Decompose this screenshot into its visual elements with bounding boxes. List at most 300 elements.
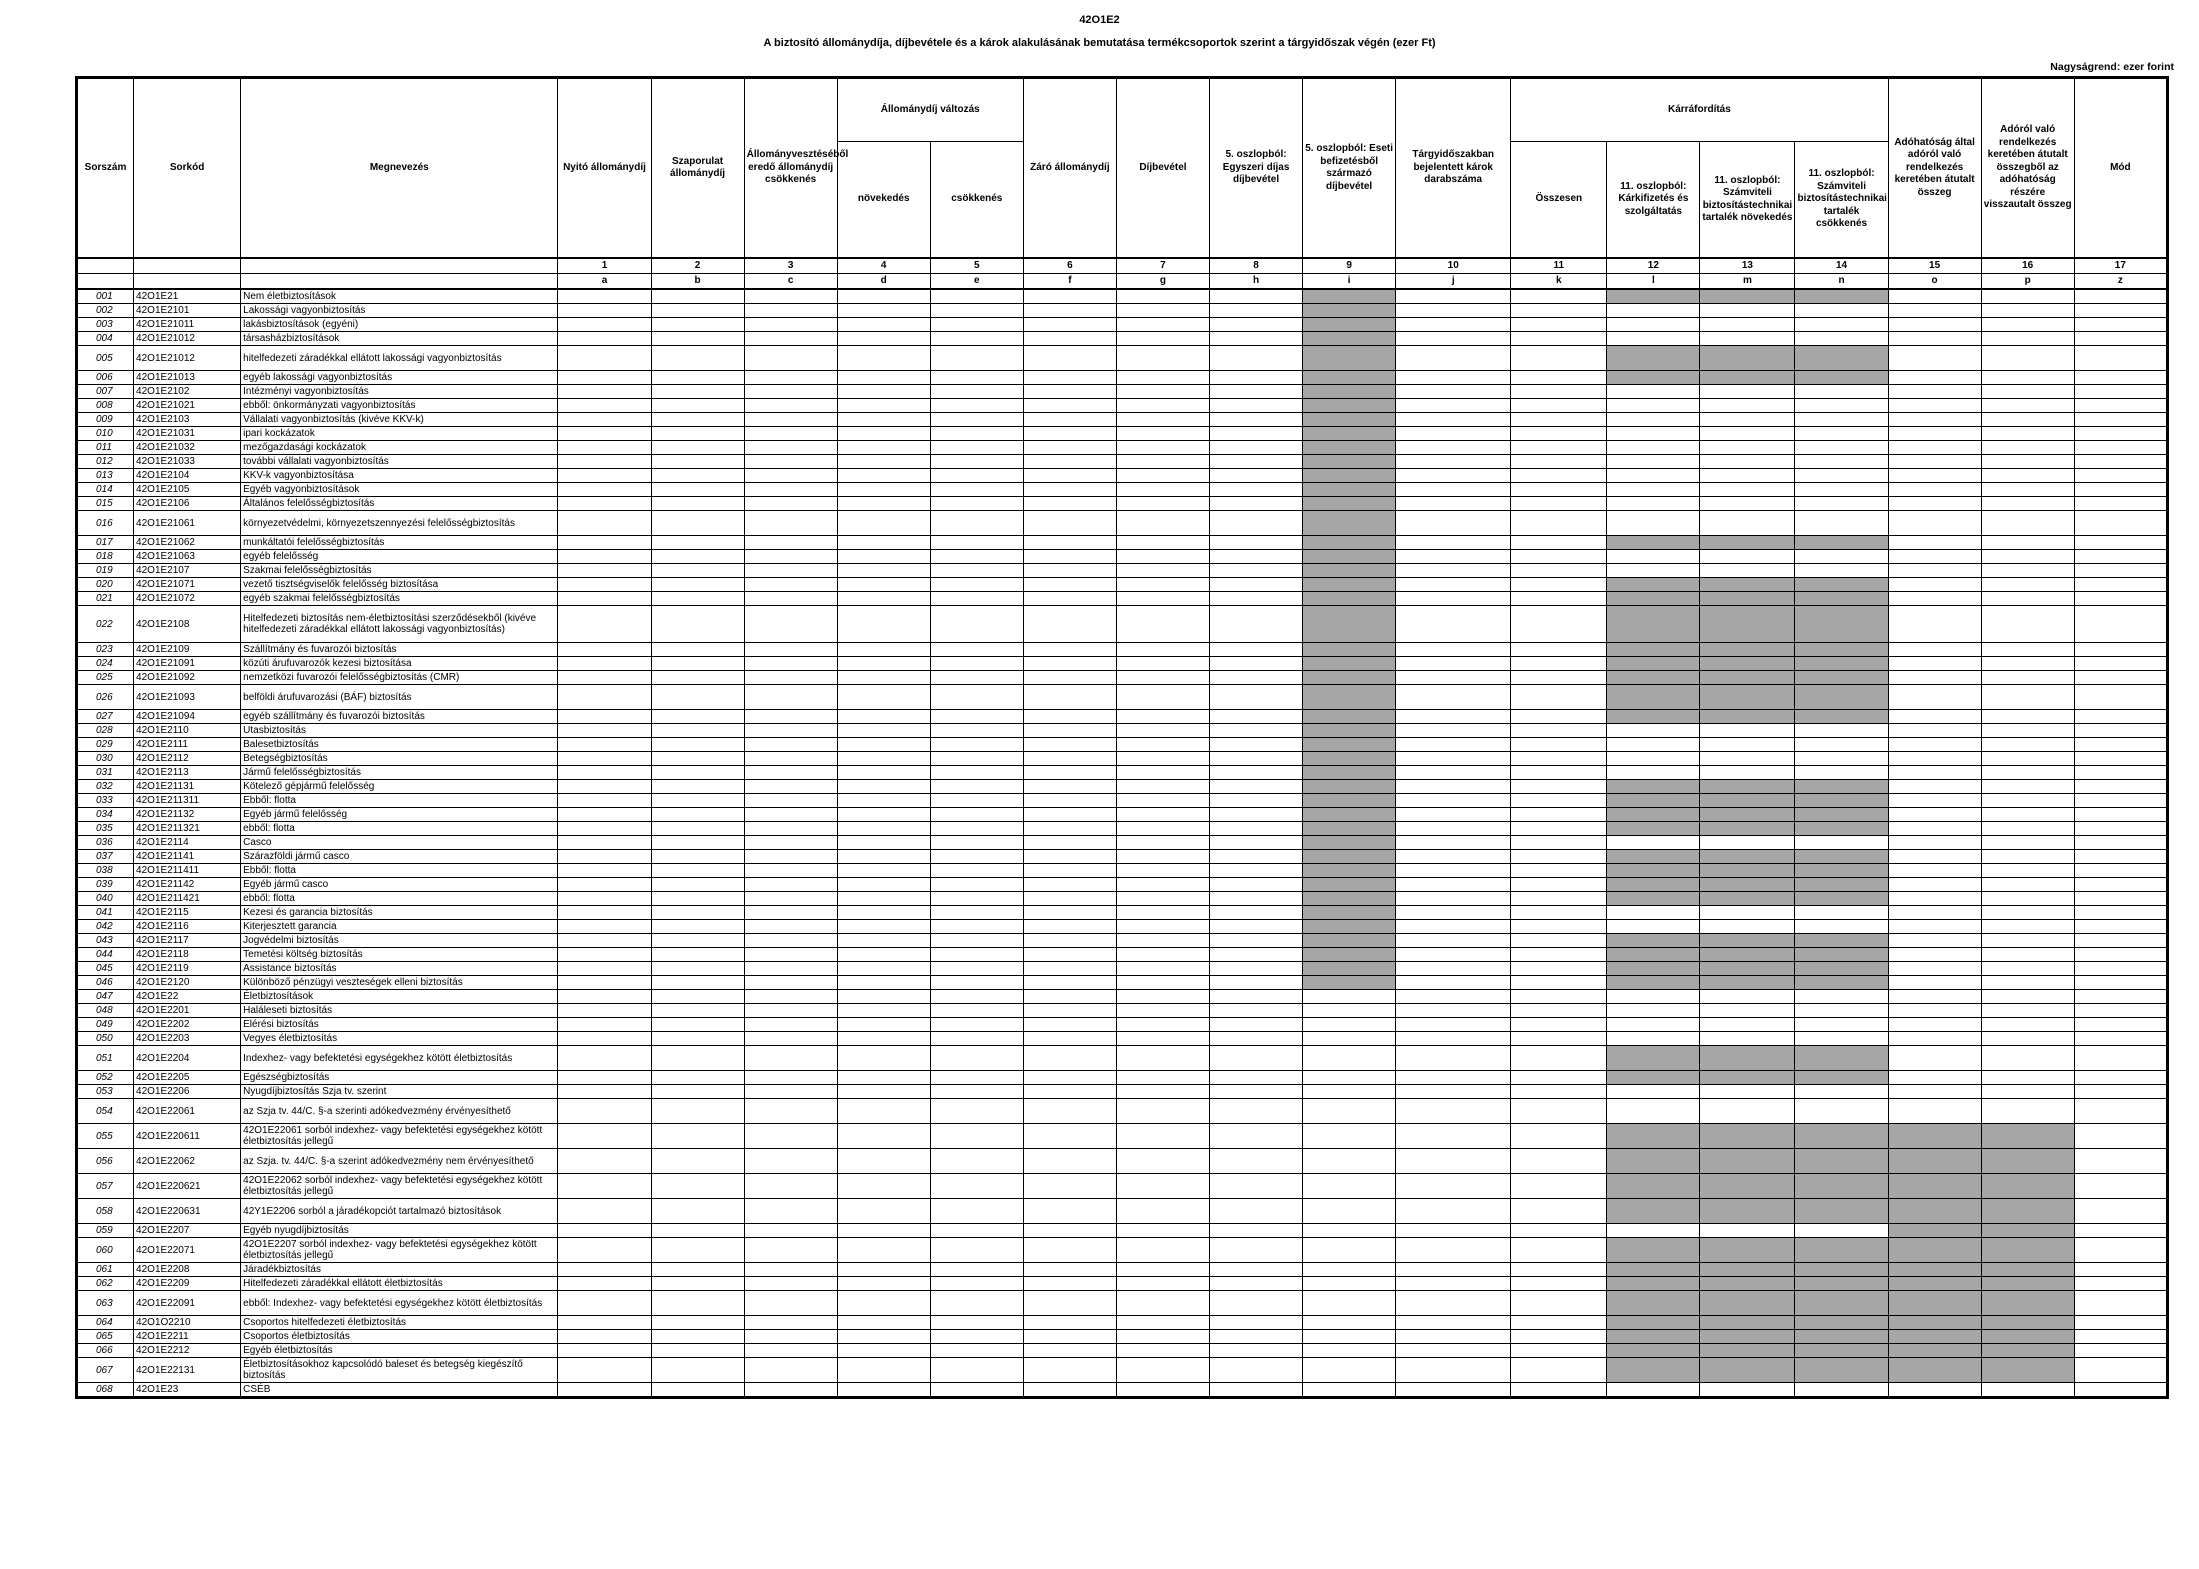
value-cell[interactable]	[1396, 1358, 1511, 1383]
value-cell[interactable]	[1511, 592, 1607, 606]
value-cell[interactable]	[1888, 710, 1981, 724]
value-cell[interactable]	[651, 318, 744, 332]
value-cell[interactable]	[1116, 1071, 1209, 1085]
value-cell[interactable]	[651, 836, 744, 850]
value-cell[interactable]	[1981, 878, 2074, 892]
value-cell[interactable]	[1981, 289, 2074, 304]
value-cell[interactable]	[2074, 892, 2167, 906]
value-cell[interactable]	[558, 878, 651, 892]
value-cell[interactable]	[1511, 483, 1607, 497]
value-cell[interactable]	[1023, 1085, 1116, 1099]
value-cell[interactable]	[651, 752, 744, 766]
value-cell[interactable]	[558, 371, 651, 385]
value-cell[interactable]	[558, 1291, 651, 1316]
value-cell[interactable]	[1116, 710, 1209, 724]
value-cell[interactable]	[1511, 1330, 1607, 1344]
value-cell[interactable]	[1981, 780, 2074, 794]
value-cell[interactable]	[1023, 1046, 1116, 1071]
value-cell[interactable]	[2074, 483, 2167, 497]
value-cell[interactable]	[837, 550, 930, 564]
value-cell[interactable]	[930, 657, 1023, 671]
value-cell[interactable]	[1888, 906, 1981, 920]
value-cell[interactable]	[1981, 346, 2074, 371]
value-cell[interactable]	[651, 1238, 744, 1263]
value-cell[interactable]	[837, 808, 930, 822]
value-cell[interactable]	[558, 864, 651, 878]
value-cell[interactable]	[1116, 1224, 1209, 1238]
value-cell[interactable]	[2074, 934, 2167, 948]
value-cell[interactable]	[1511, 1149, 1607, 1174]
value-cell[interactable]	[837, 1085, 930, 1099]
value-cell[interactable]	[2074, 962, 2167, 976]
value-cell[interactable]	[1888, 346, 1981, 371]
value-cell[interactable]	[1116, 455, 1209, 469]
value-cell[interactable]	[744, 427, 837, 441]
value-cell[interactable]	[930, 1085, 1023, 1099]
value-cell[interactable]	[837, 948, 930, 962]
value-cell[interactable]	[1396, 399, 1511, 413]
value-cell[interactable]	[651, 766, 744, 780]
value-cell[interactable]	[558, 724, 651, 738]
value-cell[interactable]	[2074, 332, 2167, 346]
value-cell[interactable]	[744, 808, 837, 822]
value-cell[interactable]	[1511, 511, 1607, 536]
value-cell[interactable]	[1700, 990, 1795, 1004]
value-cell[interactable]	[651, 685, 744, 710]
value-cell[interactable]	[651, 371, 744, 385]
value-cell[interactable]	[837, 822, 930, 836]
value-cell[interactable]	[1511, 1071, 1607, 1085]
value-cell[interactable]	[837, 578, 930, 592]
value-cell[interactable]	[1116, 724, 1209, 738]
value-cell[interactable]	[1210, 752, 1303, 766]
value-cell[interactable]	[558, 332, 651, 346]
value-cell[interactable]	[1511, 657, 1607, 671]
value-cell[interactable]	[930, 1330, 1023, 1344]
value-cell[interactable]	[1511, 413, 1607, 427]
value-cell[interactable]	[837, 920, 930, 934]
value-cell[interactable]	[837, 564, 930, 578]
value-cell[interactable]	[1396, 1032, 1511, 1046]
value-cell[interactable]	[1888, 976, 1981, 990]
value-cell[interactable]	[930, 1344, 1023, 1358]
value-cell[interactable]	[1023, 724, 1116, 738]
value-cell[interactable]	[1888, 332, 1981, 346]
value-cell[interactable]	[1981, 497, 2074, 511]
value-cell[interactable]	[558, 427, 651, 441]
value-cell[interactable]	[2074, 836, 2167, 850]
value-cell[interactable]	[837, 1018, 930, 1032]
value-cell[interactable]	[1023, 536, 1116, 550]
value-cell[interactable]	[930, 1238, 1023, 1263]
value-cell[interactable]	[1888, 413, 1981, 427]
value-cell[interactable]	[1116, 878, 1209, 892]
value-cell[interactable]	[651, 1344, 744, 1358]
value-cell[interactable]	[1888, 643, 1981, 657]
value-cell[interactable]	[930, 318, 1023, 332]
value-cell[interactable]	[930, 1099, 1023, 1124]
value-cell[interactable]	[1795, 1018, 1888, 1032]
value-cell[interactable]	[1888, 606, 1981, 643]
value-cell[interactable]	[2074, 1018, 2167, 1032]
value-cell[interactable]	[837, 385, 930, 399]
value-cell[interactable]	[837, 1358, 930, 1383]
value-cell[interactable]	[1210, 483, 1303, 497]
value-cell[interactable]	[1511, 304, 1607, 318]
value-cell[interactable]	[1396, 724, 1511, 738]
value-cell[interactable]	[930, 864, 1023, 878]
value-cell[interactable]	[651, 920, 744, 934]
value-cell[interactable]	[837, 780, 930, 794]
value-cell[interactable]	[1210, 578, 1303, 592]
value-cell[interactable]	[1023, 427, 1116, 441]
value-cell[interactable]	[2074, 592, 2167, 606]
value-cell[interactable]	[1210, 1263, 1303, 1277]
value-cell[interactable]	[1888, 304, 1981, 318]
value-cell[interactable]	[1023, 766, 1116, 780]
value-cell[interactable]	[744, 780, 837, 794]
value-cell[interactable]	[1607, 1085, 1700, 1099]
value-cell[interactable]	[1210, 990, 1303, 1004]
value-cell[interactable]	[1396, 643, 1511, 657]
value-cell[interactable]	[1396, 304, 1511, 318]
value-cell[interactable]	[1888, 948, 1981, 962]
value-cell[interactable]	[2074, 1330, 2167, 1344]
value-cell[interactable]	[1023, 808, 1116, 822]
value-cell[interactable]	[558, 671, 651, 685]
value-cell[interactable]	[1607, 483, 1700, 497]
value-cell[interactable]	[1023, 752, 1116, 766]
value-cell[interactable]	[744, 1277, 837, 1291]
value-cell[interactable]	[1023, 920, 1116, 934]
value-cell[interactable]	[558, 976, 651, 990]
value-cell[interactable]	[1023, 332, 1116, 346]
value-cell[interactable]	[2074, 427, 2167, 441]
value-cell[interactable]	[930, 892, 1023, 906]
value-cell[interactable]	[1396, 1085, 1511, 1099]
value-cell[interactable]	[1396, 710, 1511, 724]
value-cell[interactable]	[837, 606, 930, 643]
value-cell[interactable]	[1511, 906, 1607, 920]
value-cell[interactable]	[1511, 962, 1607, 976]
value-cell[interactable]	[1981, 1004, 2074, 1018]
value-cell[interactable]	[837, 1149, 930, 1174]
value-cell[interactable]	[744, 1149, 837, 1174]
value-cell[interactable]	[1210, 1330, 1303, 1344]
value-cell[interactable]	[837, 413, 930, 427]
value-cell[interactable]	[837, 483, 930, 497]
value-cell[interactable]	[1023, 441, 1116, 455]
value-cell[interactable]	[1210, 657, 1303, 671]
value-cell[interactable]	[1023, 710, 1116, 724]
value-cell[interactable]	[1116, 1277, 1209, 1291]
value-cell[interactable]	[651, 976, 744, 990]
value-cell[interactable]	[1116, 962, 1209, 976]
value-cell[interactable]	[1116, 892, 1209, 906]
value-cell[interactable]	[1511, 1004, 1607, 1018]
value-cell[interactable]	[930, 1277, 1023, 1291]
value-cell[interactable]	[1116, 1174, 1209, 1199]
value-cell[interactable]	[558, 318, 651, 332]
value-cell[interactable]	[1981, 1018, 2074, 1032]
value-cell[interactable]	[1116, 441, 1209, 455]
value-cell[interactable]	[837, 752, 930, 766]
value-cell[interactable]	[1116, 318, 1209, 332]
value-cell[interactable]	[744, 511, 837, 536]
value-cell[interactable]	[1888, 441, 1981, 455]
value-cell[interactable]	[1023, 1277, 1116, 1291]
value-cell[interactable]	[744, 1032, 837, 1046]
value-cell[interactable]	[1116, 934, 1209, 948]
value-cell[interactable]	[1795, 1032, 1888, 1046]
value-cell[interactable]	[1981, 836, 2074, 850]
value-cell[interactable]	[1981, 483, 2074, 497]
value-cell[interactable]	[558, 657, 651, 671]
value-cell[interactable]	[1700, 455, 1795, 469]
value-cell[interactable]	[1396, 564, 1511, 578]
value-cell[interactable]	[744, 564, 837, 578]
value-cell[interactable]	[1888, 878, 1981, 892]
value-cell[interactable]	[558, 1046, 651, 1071]
value-cell[interactable]	[1607, 752, 1700, 766]
value-cell[interactable]	[930, 906, 1023, 920]
value-cell[interactable]	[2074, 1124, 2167, 1149]
value-cell[interactable]	[1795, 564, 1888, 578]
value-cell[interactable]	[1511, 1174, 1607, 1199]
value-cell[interactable]	[1116, 483, 1209, 497]
value-cell[interactable]	[558, 1238, 651, 1263]
value-cell[interactable]	[744, 822, 837, 836]
value-cell[interactable]	[558, 592, 651, 606]
value-cell[interactable]	[930, 780, 1023, 794]
value-cell[interactable]	[651, 906, 744, 920]
value-cell[interactable]	[1396, 1124, 1511, 1149]
value-cell[interactable]	[1795, 724, 1888, 738]
value-cell[interactable]	[1795, 483, 1888, 497]
value-cell[interactable]	[1396, 483, 1511, 497]
value-cell[interactable]	[1511, 441, 1607, 455]
value-cell[interactable]	[744, 385, 837, 399]
value-cell[interactable]	[930, 511, 1023, 536]
value-cell[interactable]	[744, 864, 837, 878]
value-cell[interactable]	[1607, 332, 1700, 346]
value-cell[interactable]	[651, 1316, 744, 1330]
value-cell[interactable]	[837, 1263, 930, 1277]
value-cell[interactable]	[1700, 724, 1795, 738]
value-cell[interactable]	[1396, 892, 1511, 906]
value-cell[interactable]	[2074, 469, 2167, 483]
value-cell[interactable]	[1511, 738, 1607, 752]
value-cell[interactable]	[837, 455, 930, 469]
value-cell[interactable]	[837, 990, 930, 1004]
value-cell[interactable]	[1511, 850, 1607, 864]
value-cell[interactable]	[1116, 780, 1209, 794]
value-cell[interactable]	[1396, 1344, 1511, 1358]
value-cell[interactable]	[1795, 836, 1888, 850]
value-cell[interactable]	[1210, 643, 1303, 657]
value-cell[interactable]	[837, 1383, 930, 1398]
value-cell[interactable]	[1511, 794, 1607, 808]
value-cell[interactable]	[1981, 892, 2074, 906]
value-cell[interactable]	[1210, 864, 1303, 878]
value-cell[interactable]	[1511, 685, 1607, 710]
value-cell[interactable]	[2074, 1004, 2167, 1018]
value-cell[interactable]	[1981, 962, 2074, 976]
value-cell[interactable]	[930, 399, 1023, 413]
value-cell[interactable]	[2074, 1071, 2167, 1085]
value-cell[interactable]	[1607, 836, 1700, 850]
value-cell[interactable]	[2074, 766, 2167, 780]
value-cell[interactable]	[837, 1032, 930, 1046]
value-cell[interactable]	[1396, 497, 1511, 511]
value-cell[interactable]	[930, 483, 1023, 497]
value-cell[interactable]	[651, 1046, 744, 1071]
value-cell[interactable]	[1888, 920, 1981, 934]
value-cell[interactable]	[1795, 304, 1888, 318]
value-cell[interactable]	[1396, 1018, 1511, 1032]
value-cell[interactable]	[558, 1316, 651, 1330]
value-cell[interactable]	[1210, 850, 1303, 864]
value-cell[interactable]	[1396, 685, 1511, 710]
value-cell[interactable]	[1210, 878, 1303, 892]
value-cell[interactable]	[1607, 413, 1700, 427]
value-cell[interactable]	[1116, 1149, 1209, 1174]
value-cell[interactable]	[1396, 1099, 1511, 1124]
value-cell[interactable]	[1210, 808, 1303, 822]
value-cell[interactable]	[930, 1224, 1023, 1238]
value-cell[interactable]	[744, 1224, 837, 1238]
value-cell[interactable]	[1210, 1149, 1303, 1174]
value-cell[interactable]	[1210, 1344, 1303, 1358]
value-cell[interactable]	[1981, 413, 2074, 427]
value-cell[interactable]	[837, 1004, 930, 1018]
value-cell[interactable]	[1700, 550, 1795, 564]
value-cell[interactable]	[1396, 427, 1511, 441]
value-cell[interactable]	[744, 483, 837, 497]
value-cell[interactable]	[1023, 1032, 1116, 1046]
value-cell[interactable]	[1396, 962, 1511, 976]
value-cell[interactable]	[1396, 822, 1511, 836]
value-cell[interactable]	[1396, 1383, 1511, 1398]
value-cell[interactable]	[1888, 836, 1981, 850]
value-cell[interactable]	[1607, 766, 1700, 780]
value-cell[interactable]	[1210, 1124, 1303, 1149]
value-cell[interactable]	[1607, 724, 1700, 738]
value-cell[interactable]	[1795, 318, 1888, 332]
value-cell[interactable]	[1700, 752, 1795, 766]
value-cell[interactable]	[744, 536, 837, 550]
value-cell[interactable]	[651, 536, 744, 550]
value-cell[interactable]	[1511, 1291, 1607, 1316]
value-cell[interactable]	[1116, 752, 1209, 766]
value-cell[interactable]	[837, 962, 930, 976]
value-cell[interactable]	[1116, 1358, 1209, 1383]
value-cell[interactable]	[2074, 1174, 2167, 1199]
value-cell[interactable]	[1396, 318, 1511, 332]
value-cell[interactable]	[1981, 766, 2074, 780]
value-cell[interactable]	[1511, 1263, 1607, 1277]
value-cell[interactable]	[1023, 346, 1116, 371]
value-cell[interactable]	[1981, 1071, 2074, 1085]
value-cell[interactable]	[1023, 836, 1116, 850]
value-cell[interactable]	[558, 455, 651, 469]
value-cell[interactable]	[1023, 564, 1116, 578]
value-cell[interactable]	[2074, 822, 2167, 836]
value-cell[interactable]	[1981, 318, 2074, 332]
value-cell[interactable]	[1303, 1124, 1396, 1149]
value-cell[interactable]	[2074, 1316, 2167, 1330]
value-cell[interactable]	[1511, 864, 1607, 878]
value-cell[interactable]	[930, 1199, 1023, 1224]
value-cell[interactable]	[558, 1263, 651, 1277]
value-cell[interactable]	[837, 892, 930, 906]
value-cell[interactable]	[1888, 1004, 1981, 1018]
value-cell[interactable]	[2074, 550, 2167, 564]
value-cell[interactable]	[1116, 864, 1209, 878]
value-cell[interactable]	[1210, 497, 1303, 511]
value-cell[interactable]	[651, 1149, 744, 1174]
value-cell[interactable]	[1116, 1316, 1209, 1330]
value-cell[interactable]	[744, 592, 837, 606]
value-cell[interactable]	[1511, 1224, 1607, 1238]
value-cell[interactable]	[1981, 864, 2074, 878]
value-cell[interactable]	[837, 1199, 930, 1224]
value-cell[interactable]	[1116, 643, 1209, 657]
value-cell[interactable]	[651, 1263, 744, 1277]
value-cell[interactable]	[1700, 564, 1795, 578]
value-cell[interactable]	[1511, 836, 1607, 850]
value-cell[interactable]	[1396, 808, 1511, 822]
value-cell[interactable]	[1981, 738, 2074, 752]
value-cell[interactable]	[1396, 906, 1511, 920]
value-cell[interactable]	[1511, 724, 1607, 738]
value-cell[interactable]	[1303, 1291, 1396, 1316]
value-cell[interactable]	[1888, 671, 1981, 685]
value-cell[interactable]	[2074, 1277, 2167, 1291]
value-cell[interactable]	[558, 1358, 651, 1383]
value-cell[interactable]	[1116, 657, 1209, 671]
value-cell[interactable]	[930, 1018, 1023, 1032]
value-cell[interactable]	[651, 497, 744, 511]
value-cell[interactable]	[1888, 657, 1981, 671]
value-cell[interactable]	[2074, 948, 2167, 962]
value-cell[interactable]	[1023, 948, 1116, 962]
value-cell[interactable]	[837, 536, 930, 550]
value-cell[interactable]	[2074, 1238, 2167, 1263]
value-cell[interactable]	[1210, 710, 1303, 724]
value-cell[interactable]	[744, 1238, 837, 1263]
value-cell[interactable]	[558, 413, 651, 427]
value-cell[interactable]	[930, 671, 1023, 685]
value-cell[interactable]	[1396, 469, 1511, 483]
value-cell[interactable]	[930, 413, 1023, 427]
value-cell[interactable]	[1511, 497, 1607, 511]
value-cell[interactable]	[837, 685, 930, 710]
value-cell[interactable]	[1210, 822, 1303, 836]
value-cell[interactable]	[1116, 685, 1209, 710]
value-cell[interactable]	[1700, 511, 1795, 536]
value-cell[interactable]	[744, 346, 837, 371]
value-cell[interactable]	[1511, 976, 1607, 990]
value-cell[interactable]	[744, 906, 837, 920]
value-cell[interactable]	[1981, 1032, 2074, 1046]
value-cell[interactable]	[837, 399, 930, 413]
value-cell[interactable]	[558, 920, 651, 934]
value-cell[interactable]	[651, 606, 744, 643]
value-cell[interactable]	[1981, 794, 2074, 808]
value-cell[interactable]	[1511, 1358, 1607, 1383]
value-cell[interactable]	[1981, 822, 2074, 836]
